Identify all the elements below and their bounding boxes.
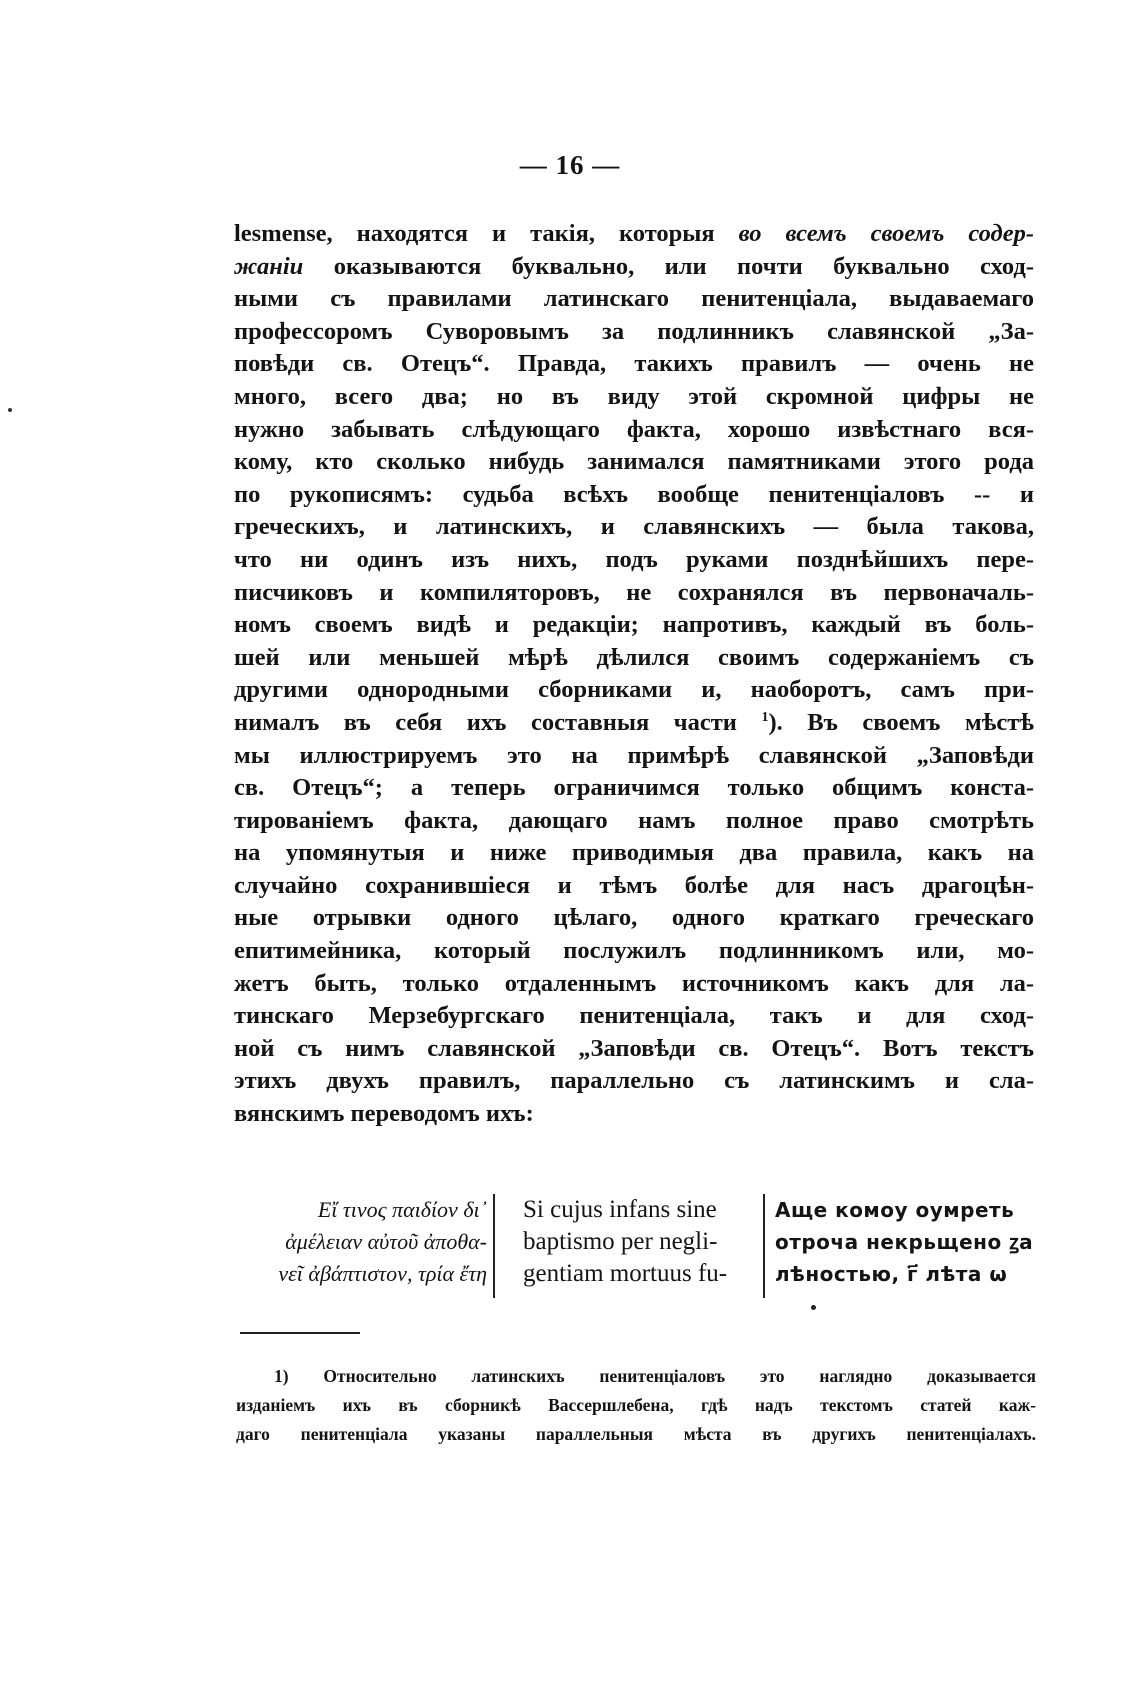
text-line bbox=[234, 283, 1034, 316]
text-line bbox=[234, 740, 1034, 773]
ink-dot bbox=[811, 1305, 816, 1310]
text-run: профессоромъ Суворовымъ за подлинникъ славянской „За- bbox=[234, 317, 1034, 345]
text-line bbox=[234, 446, 1034, 479]
text-line bbox=[234, 1065, 1034, 1098]
latin-line: gentiam mortuus fu- bbox=[523, 1260, 728, 1287]
text-run: шей или меньшей мѣрѣ дѣлился своимъ содержаніемъ съ bbox=[234, 643, 1034, 671]
text-line bbox=[234, 251, 1034, 284]
text-line bbox=[234, 772, 1034, 805]
text-line bbox=[234, 935, 1034, 968]
text-run: по рукописямъ: судьба всѣхъ вообще пенитенціаловъ -- и bbox=[234, 480, 1034, 508]
text-run: тинскаго Мерзебургскаго пенитенціала, такъ и для сход- bbox=[234, 1002, 1034, 1030]
text-line bbox=[234, 902, 1034, 935]
text-line bbox=[234, 609, 1034, 642]
text-run: на упомянутыя и ниже приводимыя два правила, какъ на bbox=[234, 839, 1034, 867]
text-line bbox=[234, 805, 1034, 838]
margin-speck bbox=[8, 408, 12, 412]
text-run: повѣди св. Отецъ“. Правда, такихъ правилъ — очень не bbox=[234, 350, 1034, 378]
text-run: нималъ въ себя ихъ составныя части bbox=[234, 708, 762, 736]
text-run: номъ своемъ видѣ и редакціи; напротивъ, каждый въ боль- bbox=[234, 611, 1034, 639]
footnote-line: даго пенитенціала указаны параллельныя мѣста въ другихъ пенитенціалахъ. bbox=[236, 1424, 1036, 1444]
text-run: случайно сохранившіеся и тѣмъ болѣе для насъ драгоцѣн- bbox=[234, 871, 1034, 899]
text-line bbox=[234, 479, 1034, 512]
text-run: ными съ правилами латинскаго пенитенціала, выдаваемаго bbox=[234, 285, 1034, 313]
text-line bbox=[234, 316, 1034, 349]
footnote-line: 1) Относительно латинскихъ пенитенціаловъ это наглядно доказывается bbox=[274, 1366, 1036, 1386]
text-run: писчиковъ и компиляторовъ, не сохранялся въ первоначаль- bbox=[234, 578, 1034, 606]
text-run: нужно забывать слѣдующаго факта, хорошо извѣстнаго вся- bbox=[234, 415, 1034, 443]
text-run: что ни одинъ изъ нихъ, подъ руками позднѣйшихъ пере- bbox=[234, 545, 1034, 573]
footnote-ref: 1 bbox=[761, 709, 769, 725]
footnote-separator bbox=[240, 1332, 360, 1334]
text-line bbox=[234, 1098, 1034, 1131]
text-run: кому, кто сколько нибудь занимался памятниками этого рода bbox=[234, 448, 1034, 476]
text-line bbox=[234, 218, 1034, 251]
text-run: св. Отецъ“; а теперь ограничимся только общимъ конста- bbox=[234, 774, 1034, 802]
footnote-line: изданіемъ ихъ въ сборникѣ Вассершлебена, гдѣ надъ текстомъ статей каж- bbox=[236, 1395, 1036, 1415]
text-run: жетъ быть, только отдаленнымъ источникомъ какъ для ла- bbox=[234, 969, 1034, 997]
slavonic-line: отроча некрьщено ꙁа bbox=[775, 1230, 1034, 1254]
text-line bbox=[234, 544, 1034, 577]
latin-line: Si cujus infans sine bbox=[523, 1196, 717, 1223]
text-run: мы иллюстрируемъ это на примѣрѣ славянской „Заповѣди bbox=[234, 741, 1034, 769]
footnotes bbox=[236, 1362, 1036, 1449]
greek-line: Εἴ τινος παιδίον δι᾽ bbox=[317, 1197, 487, 1222]
text-run: много, всего два; но въ виду этой скромной цифры не bbox=[234, 382, 1034, 410]
text-line bbox=[234, 1000, 1034, 1033]
greek-line: ἀμέλειαν αὐτοῦ ἀποθα- bbox=[285, 1229, 487, 1254]
text-line bbox=[234, 511, 1034, 544]
latin-column bbox=[493, 1194, 765, 1298]
text-line bbox=[234, 577, 1034, 610]
text-run: оказываются буквально, или почти буквально сход- bbox=[303, 252, 1034, 280]
page-number: — 16 — bbox=[519, 150, 621, 180]
text-run: этихъ двухъ правилъ, параллельно съ латинскимъ и сла- bbox=[234, 1067, 1034, 1095]
text-run: жаніи bbox=[234, 252, 304, 280]
text-line bbox=[234, 674, 1034, 707]
text-run: епитимейника, который послужилъ подлинникомъ или, мо- bbox=[234, 937, 1034, 965]
text-run: lesmense, находятся и такія, которыя bbox=[234, 220, 739, 247]
text-line bbox=[234, 642, 1034, 675]
parallel-texts bbox=[230, 1194, 1040, 1298]
text-line bbox=[234, 837, 1034, 870]
text-run: другими однородными сборниками и, наоборотъ, самъ при- bbox=[234, 676, 1034, 704]
text-run: во всемъ своемъ содер- bbox=[738, 220, 1034, 247]
greek-column bbox=[230, 1194, 493, 1298]
text-run: греческихъ, и латинскихъ, и славянскихъ — была такова, bbox=[234, 513, 1034, 541]
text-run: ные отрывки одного цѣлаго, одного краткаго греческаго bbox=[234, 904, 1034, 932]
text-line bbox=[234, 381, 1034, 414]
slavonic-line: лѣностью, г҃ лѣта ѡ bbox=[775, 1262, 1008, 1286]
slavonic-column bbox=[765, 1194, 1040, 1298]
greek-line: νεῖ ἀβάπτιστον, τρία ἔτη bbox=[278, 1261, 487, 1286]
text-line bbox=[234, 414, 1034, 447]
text-line bbox=[234, 707, 1034, 740]
text-line bbox=[234, 968, 1034, 1001]
text-run: ной съ нимъ славянской „Заповѣди св. Отецъ“. Вотъ текстъ bbox=[234, 1034, 1034, 1062]
latin-line: baptismo per negli- bbox=[523, 1228, 718, 1255]
text-run: тированіемъ факта, дающаго намъ полное право смотрѣть bbox=[234, 806, 1034, 834]
text-line bbox=[234, 1033, 1034, 1066]
slavonic-line: Аще комоу оумреть bbox=[775, 1198, 1015, 1222]
text-run: вянскимъ переводомъ ихъ: bbox=[234, 1100, 534, 1128]
text-line bbox=[234, 348, 1034, 381]
text-run: ). Въ своемъ мѣстѣ bbox=[768, 708, 1034, 736]
body-text bbox=[234, 218, 1034, 1131]
text-line bbox=[234, 870, 1034, 903]
